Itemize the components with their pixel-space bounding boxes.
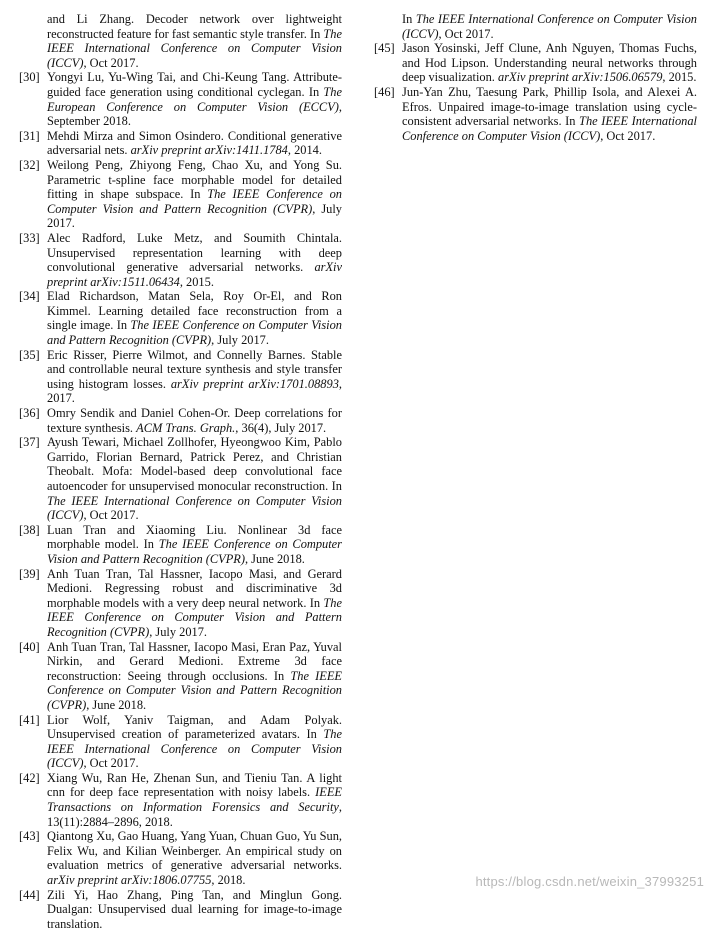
reference-text: Elad Richardson, Matan Sela, Roy Or-El, and Ron Kimmel. Learning detailed face reconstruction from a single image. In	[47, 289, 342, 333]
reference-suffix: , 2015.	[179, 274, 214, 289]
reference-number: [42]	[19, 770, 40, 785]
reference-entry	[19, 829, 342, 887]
reference-number: [46]	[374, 84, 395, 99]
reference-venue: The IEEE International Conference on Computer Vision (ICCV)	[47, 727, 342, 771]
reference-venue: The European Conference on Computer Vision (ECCV)	[47, 84, 342, 114]
reference-entry	[19, 231, 342, 289]
reference-venue: arXiv preprint arXiv:1701.08893	[170, 376, 339, 391]
reference-number: [39]	[19, 566, 40, 581]
reference-entry	[19, 70, 342, 128]
reference-number: [45]	[374, 41, 395, 56]
reference-text: Luan Tran and Xiaoming Liu. Nonlinear 3d face morphable model. In	[47, 522, 342, 552]
reference-text: Alec Radford, Luke Metz, and Soumith Chintala. Unsupervised representation learning with deep convolutional generative adversarial networks.	[47, 230, 342, 275]
reference-text: Zili Yi, Hao Zhang, Ping Tan, and Minglun Gong. Dualgan: Unsupervised dual learning for image-to-image translation.	[47, 887, 342, 931]
reference-number: [38]	[19, 522, 40, 537]
reference-entry	[19, 348, 342, 406]
reference-venue: arXiv preprint arXiv:1806.07755	[47, 873, 212, 888]
reference-text: Anh Tuan Tran, Tal Hassner, Iacopo Masi, and Gerard Medioni. Regressing robust and discriminative 3d morphable models with a very deep neural network. In	[47, 566, 342, 610]
reference-text: Omry Sendik and Daniel Cohen-Or. Deep correlations for texture synthesis.	[47, 406, 342, 435]
reference-venue: arXiv preprint arXiv:1506.06579	[498, 70, 663, 85]
reference-suffix: , Oct 2017.	[83, 55, 139, 70]
reference-suffix: , June 2018.	[244, 551, 305, 566]
reference-text: Ayush Tewari, Michael Zollhofer, Hyeongwoo Kim, Pablo Garrido, Florian Bernard, Patrick Perez, and Christian Theobalt. Mofa: Model-based deep convolutional face autoencoder for unsupervised monocular reconstruction. In	[47, 435, 342, 493]
reference-suffix: , September 2018.	[47, 99, 342, 129]
reference-suffix: , June 2018.	[86, 697, 147, 712]
reference-entry	[19, 771, 342, 829]
reference-suffix: , Oct 2017.	[83, 756, 139, 771]
reference-suffix: , July 2017.	[149, 624, 208, 639]
reference-venue: The IEEE Conference on Computer Vision and Pattern Recognition (CVPR)	[47, 187, 342, 216]
reference-number: [31]	[19, 128, 40, 143]
reference-venue: The IEEE Conference on Computer Vision and Pattern Recognition (CVPR)	[47, 595, 342, 639]
reference-suffix: , July 2017.	[47, 201, 342, 231]
references-left-column	[19, 12, 342, 931]
reference-number: [36]	[19, 406, 40, 421]
reference-suffix: , 2018.	[211, 873, 246, 888]
reference-venue: arXiv preprint arXiv:1511.06434	[47, 260, 342, 289]
reference-text: Jun-Yan Zhu, Taesung Park, Phillip Isola, and Alexei A. Efros. Unpaired image-to-image translation using cycle-consistent adversarial networks. In	[402, 84, 697, 129]
reference-number: [33]	[19, 230, 40, 245]
reference-suffix: , Oct 2017.	[438, 26, 494, 41]
reference-number: [32]	[19, 157, 40, 172]
reference-number: [35]	[19, 347, 40, 362]
reference-number: [43]	[19, 829, 40, 844]
reference-entry	[19, 640, 342, 713]
reference-suffix: , Oct 2017.	[83, 508, 139, 523]
reference-suffix: , 2015.	[662, 70, 697, 85]
reference-entry	[19, 406, 342, 435]
reference-text: In	[402, 12, 416, 26]
reference-venue: The IEEE Conference on Computer Vision and Pattern Recognition (CVPR)	[47, 537, 342, 566]
reference-venue: The IEEE International Conference on Computer Vision (ICCV)	[47, 493, 342, 523]
reference-venue: The IEEE International Conference on Computer Vision (ICCV)	[47, 26, 342, 70]
reference-suffix: , 2017.	[47, 376, 342, 406]
reference-venue: The IEEE International Conference on Computer Vision (ICCV)	[402, 12, 697, 41]
reference-text: Mehdi Mirza and Simon Osindero. Conditional generative adversarial nets.	[47, 128, 342, 158]
references-right-column	[374, 12, 697, 143]
reference-suffix: , 36(4), July 2017.	[235, 420, 327, 435]
reference-venue: ACM Trans. Graph.	[136, 420, 236, 435]
reference-venue: arXiv preprint arXiv:1411.1784	[130, 143, 288, 158]
watermark-url: https://blog.csdn.net/weixin_37993251	[475, 874, 704, 889]
reference-suffix: , Oct 2017.	[600, 128, 656, 143]
reference-venue: The IEEE International Conference on Computer Vision (ICCV)	[402, 114, 697, 143]
reference-suffix: , July 2017.	[211, 333, 269, 348]
reference-suffix: , 13(11):2884–2896, 2018.	[47, 800, 342, 829]
reference-entry	[19, 129, 342, 158]
reference-entry	[19, 888, 342, 931]
reference-text: and Li Zhang. Decoder network over lightweight reconstructed feature for fast semantic style transfer. In	[47, 12, 342, 41]
reference-number: [37]	[19, 435, 40, 450]
reference-entry	[19, 158, 342, 231]
reference-text: Qiantong Xu, Gao Huang, Yang Yuan, Chuan Guo, Yu Sun, Felix Wu, and Kilian Weinberger. An empirical study on evaluation metrics of generative adversarial networks.	[47, 829, 342, 873]
reference-text: Yongyi Lu, Yu-Wing Tai, and Chi-Keung Tang. Attribute-guided face generation using conditional cyclegan. In	[47, 70, 342, 99]
reference-entry	[19, 523, 342, 567]
reference-entry	[374, 41, 697, 85]
reference-text: Anh Tuan Tran, Tal Hassner, Iacopo Masi, Eran Paz, Yuval Nirkin, and Gerard Medioni. Extreme 3d face reconstruction: Seeing through occlusions. In	[47, 639, 342, 683]
reference-text: Eric Risser, Pierre Wilmot, and Connelly Barnes. Stable and controllable neural texture synthesis and style transfer using histogram losses.	[47, 347, 342, 391]
reference-entry	[19, 435, 342, 523]
reference-number: [41]	[19, 712, 40, 727]
reference-entry	[19, 567, 342, 640]
reference-entry	[19, 289, 342, 347]
reference-text: Jason Yosinski, Jeff Clune, Anh Nguyen, Thomas Fuchs, and Hod Lipson. Understanding neural networks through deep visualization.	[402, 41, 697, 85]
reference-continuation	[374, 12, 697, 41]
reference-text: Lior Wolf, Yaniv Taigman, and Adam Polyak. Unsupervised creation of parameterized avatars. In	[47, 712, 342, 742]
reference-entry	[374, 85, 697, 143]
reference-text: Weilong Peng, Zhiyong Feng, Chao Xu, and Yong Su. Parametric t-spline face morphable model for detailed fitting in shape subspace. In	[47, 157, 342, 202]
reference-number: [44]	[19, 887, 40, 902]
reference-entry	[19, 713, 342, 771]
reference-venue: The IEEE Conference on Computer Vision and Pattern Recognition (CVPR)	[47, 318, 342, 348]
reference-continuation	[19, 12, 342, 70]
reference-text: Xiang Wu, Ran He, Zhenan Sun, and Tieniu Tan. A light cnn for deep face representation with noisy labels.	[47, 770, 342, 800]
reference-venue: IEEE Transactions on Information Forensics and Security	[47, 785, 342, 815]
reference-number: [34]	[19, 289, 40, 304]
reference-number: [30]	[19, 70, 40, 85]
reference-venue: The IEEE Conference on Computer Vision and Pattern Recognition (CVPR)	[47, 668, 342, 712]
reference-number: [40]	[19, 639, 40, 654]
reference-suffix: , 2014.	[287, 143, 322, 158]
